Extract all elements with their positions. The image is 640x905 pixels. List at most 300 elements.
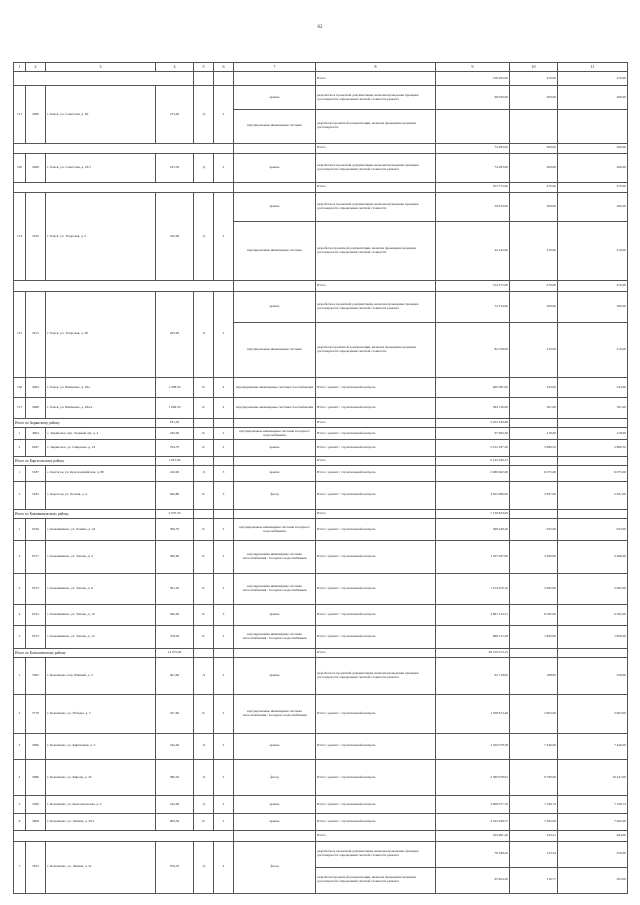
table-cell: 360,60 [156,541,194,574]
table-cell: 2968 [26,398,46,419]
table-cell: внутридомовые инженерные системы холодного водоснабжения [234,519,316,541]
table-cell: 98 956,00 [436,86,510,109]
table-cell: 2 [214,519,234,541]
table-cell: 5686 [26,759,46,795]
table-cell: г. Колпашево, ул. Ленина, д. 39/1 [46,814,156,831]
table-cell: 470,00 [510,182,558,192]
table-cell: крыша [234,291,316,322]
table-cell: 590,40 [156,605,194,626]
table-cell: 6 592,00 [558,605,628,626]
table-cell [234,456,316,465]
table-cell: К [194,428,214,440]
table-cell: г. Томск, ул. Татарская, д. 5 [46,192,156,280]
table-cell: 542,90 [156,796,194,814]
table-cell [510,456,558,465]
table-cell: г. Колпашево, ул. Комсомольская, д. 2 [46,796,156,814]
table-row [14,440,628,457]
table-cell: 97 995,36 [436,428,510,440]
table-cell: 2 [214,814,234,831]
table-cell [214,419,234,428]
table-cell: Итого [316,831,436,841]
table-cell: 4 [14,759,26,795]
header-cell: 10 [510,63,558,72]
table-cell [558,649,628,658]
table-cell: 260,00 [510,192,558,221]
table-cell: внутридомовые инженерные системы газоснабжения [234,377,316,398]
table-cell: крыша [234,733,316,759]
table-cell: крыша [234,86,316,109]
table-cell: 154 375,00 [436,281,510,291]
table-cell [234,649,316,658]
section-total-row [14,419,628,428]
table-cell: 7 [14,841,26,893]
table-cell: 3 [214,605,234,626]
table-cell: 5615 [26,841,46,893]
table-cell: разработка и проектной документации, включая проведение проверки достоверности определения сметной стоимости [316,192,436,221]
table-cell: 794,70 [156,440,194,457]
table-cell: 5666 [26,733,46,759]
table-cell: 3 [14,573,26,604]
table-cell [214,510,234,519]
table-row [14,428,628,440]
table-cell: 2 [214,192,234,280]
table-cell: 123,54 [510,841,558,867]
table-cell: 1 [14,465,26,481]
table-cell: крыша [234,796,316,814]
table-cell: 260,00 [558,86,628,109]
table-cell: Итого [316,182,436,192]
table-cell [14,143,234,153]
table-row [14,694,628,733]
table-cell: 210,00 [510,221,558,281]
table-cell: 116,77 [510,867,558,893]
table-cell: 2912 [26,291,46,377]
table-cell: 5779 [26,694,46,733]
header-cell: 8 [316,63,436,72]
table-cell: 2 586 978,91 [436,759,510,795]
table-cell: с. Каргасок, ул. Лесная, д. 4 [46,481,156,510]
table-cell: Д [194,153,214,182]
table-cell: внутридомовые инженерные системы холодного водоснабжения [234,428,316,440]
table-cell: 1 [14,428,26,440]
table-cell [558,109,628,143]
table-cell: разработка и проектной документации, включая проведение проверки достоверности определения сметной стоимости ремонта [316,291,436,322]
table-cell: 6722 [26,605,46,626]
table-cell: 2 [214,759,234,795]
table-cell: 210,00 [558,221,628,281]
table-cell: 410,00 [156,465,194,481]
table-cell [194,649,214,658]
table-cell: 6753 [26,573,46,604]
table-cell: 2069 [26,153,46,182]
table-cell: Итого / ремонт / строительный контроль [316,573,436,604]
table-cell: разработка проектной документации, включая проведение проверки достоверности определения сметной стоимости [316,323,436,378]
header-cell: 9 [436,63,510,72]
table-cell: 561,00 [558,398,628,419]
table-cell: 925,00 [510,519,558,541]
table-cell: 6 799,00 [510,759,558,795]
table-cell: с. Кожевниково, ул. Титова, д. 6 [46,573,156,604]
table-cell: Д [194,86,214,143]
table-cell: 5608 [26,814,46,831]
table-cell: разработка проектной документации, включая проведение проверки достоверности [316,109,436,143]
table-cell: 259,00 [558,841,628,867]
table-cell: К [194,377,214,398]
table-cell: 260,00 [510,86,558,109]
table-cell: внутридомовые инженерные системы теплоснабжения / холодного водоснабжения [234,573,316,604]
table-cell: К [194,573,214,604]
table-cell: 688 315,28 [436,625,510,648]
table-cell: крыша [234,465,316,481]
table-cell: 5 827,00 [558,481,628,510]
table-cell: 260,00 [510,291,558,322]
table-cell: разработка и проектной документации, включая проведение проверки достоверности определения сметной стоимости ремонта [316,153,436,182]
table-cell: 391,20 [156,573,194,604]
table-cell: с. Кожевниково, ул. Титова, д. 4 [46,541,156,574]
table-cell: 2165 [26,192,46,280]
table-cell: Итого / ремонт / строительный контроль [316,733,436,759]
table-cell: Д [194,465,214,481]
table-cell [14,831,234,841]
table-cell: 260,00 [510,153,558,182]
table-cell: 470,00 [558,281,628,291]
table-cell: 6 075,00 [558,465,628,481]
table-cell: Итого / ремонт / строительный контроль [316,605,436,626]
table-cell: крыша [234,814,316,831]
table-cell: 1 047,60 [156,456,194,465]
table-row [14,658,628,694]
table-cell [194,419,214,428]
table-cell [234,182,316,192]
table-cell: К [194,605,214,626]
table-cell: 6 075,00 [510,465,558,481]
table-cell: К [194,694,214,733]
table-cell: Итого [316,456,436,465]
table-cell: с. Каргасок, ул. Красноармейская, д. 80 [46,465,156,481]
table-cell: 1 820,00 [558,625,628,648]
table-cell: Итого / ремонт / строительный контроль [316,377,436,398]
table-row [14,625,628,648]
table-cell [14,72,194,86]
table-cell [214,456,234,465]
table-cell: 273,40 [156,86,194,143]
table-cell: 3 [214,481,234,510]
table-cell: 82 558,00 [436,323,510,378]
table-cell [194,456,214,465]
table-cell: 7 462,00 [510,814,558,831]
table-cell: 398 448,20 [436,519,510,541]
table-cell: внутридомовые инженерные системы теплоснабжения / холодного водоснабжения [234,625,316,648]
table-cell: разработка и проектной документации, включая проведение проверки достоверности определения сметной стоимости ремонта [316,658,436,694]
table-cell: 931,30 [156,419,194,428]
table-cell: г. Колпашево, ул. Победы, д. 5 [46,694,156,733]
table-cell: 103 772,00 [436,182,510,192]
table-cell: 2 903,00 [510,694,558,733]
table-cell: 2 692,00 [558,573,628,604]
table-cell: 2 [214,733,234,759]
table-cell: 205,00 [558,867,628,893]
table-cell: внутридомовые инженерные системы [234,109,316,143]
table-cell: 1 069,50 [156,398,194,419]
table-cell: 3 [14,733,26,759]
table-cell: 470,00 [558,72,628,86]
table-cell: Итого [316,649,436,658]
table-cell: с. Кожевниково, ул. Титова, д. 12 [46,625,156,648]
table-cell: 157 [14,398,26,419]
table-cell: 243,41 [510,831,558,841]
table-cell: 151 [14,86,26,143]
table-cell: 74 283,00 [436,153,510,182]
table-cell: 626,80 [156,481,194,510]
table-cell: 156 [14,377,26,398]
table-cell [194,72,214,86]
table-cell: Д [194,841,214,893]
table-cell: 156 265,00 [436,72,510,86]
table-cell: 1 208,50 [156,377,194,398]
table-cell: Итого / ремонт / строительный контроль [316,465,436,481]
table-row [14,831,628,841]
table-cell: Итого / ремонт / строительный контроль [316,541,436,574]
table-cell: 3 891 534,51 [436,605,510,626]
table-cell: 2 [14,440,26,457]
table-cell: 260,00 [558,153,628,182]
table-cell: Итого / ремонт / строительный контроль [316,694,436,733]
table-cell [558,419,628,428]
table-cell: Итого [316,143,436,153]
table-cell: 260,00 [558,143,628,153]
table-cell: 4 [214,398,234,419]
table-cell: 2 070,30 [156,510,194,519]
table-cell: 470,00 [510,281,558,291]
table-cell: Итого / ремонт / строительный контроль [316,519,436,541]
table-cell: 65 904,20 [436,867,510,893]
table-cell [558,510,628,519]
table-cell: 369,70 [156,519,194,541]
table-cell: 2 [214,573,234,604]
table-cell: 210,00 [558,323,628,378]
table-cell: 6047 [26,440,46,457]
table-cell: 2 014 187,20 [436,440,510,457]
table-cell: 7 446,00 [558,733,628,759]
table-row [14,541,628,574]
table-cell [214,649,234,658]
table-cell: 28 010 072,15 [436,649,510,658]
table-cell: 164 691,40 [436,831,510,841]
table-cell: 676,70 [156,841,194,893]
section-total-row [14,456,628,465]
table-cell: 2 [214,153,234,182]
table-cell: с. Зырянское, ул. Смирнова, д. 23 [46,440,156,457]
table-cell: 44 162,00 [436,221,510,281]
table-row [14,841,628,867]
table-cell: 378,30 [156,625,194,648]
table-cell: 345,40 [156,733,194,759]
table-cell: с. Зырянское, пер. Зеленый луг, д. 4 [46,428,156,440]
table-row [14,281,628,291]
table-cell: 5590 [26,796,46,814]
table-cell: 3 490,00 [558,541,628,574]
table-cell: Итого / ремонт / строительный контроль [316,440,436,457]
table-cell: г. Колпашево, пер. Южный, д. 3 [46,658,156,694]
table-cell: 1 165 567,00 [436,541,510,574]
table-cell: 327,60 [156,694,194,733]
table-cell: 1 798 813,49 [436,694,510,733]
table-row [14,143,628,153]
table-cell: 236,00 [156,428,194,440]
header-cell: 7 [234,63,316,72]
table-cell [510,109,558,143]
table-cell [510,510,558,519]
table-cell: 259,00 [558,658,628,694]
table-cell: 6 142 949,13 [436,456,510,465]
table-cell: 470,00 [510,72,558,86]
table-cell: 6727 [26,541,46,574]
table-cell: 2 [214,694,234,733]
table-cell: 1 820,00 [510,625,558,648]
table-cell: 2 692,00 [510,573,558,604]
table-row [14,291,628,322]
header-cell: 2 [26,63,46,72]
table-cell: внутридомовые инженерные системы газоснабжения [234,398,316,419]
table-row [14,377,628,398]
table-cell: крыша [234,192,316,221]
table-row [14,192,628,221]
table-cell: разработка проектной документации, включая проведение проверки достоверности определения сметной стоимости [316,221,436,281]
table-cell: 2 [214,440,234,457]
table-cell: 343,00 [558,377,628,398]
table-row [14,465,628,481]
table-cell: 491,60 [156,658,194,694]
table-cell [194,510,214,519]
table-cell: г. Томск, ул. Советская, д. 60 [46,86,156,143]
table-cell: 7 446,00 [510,733,558,759]
table-cell: крыша [234,440,316,457]
table-cell: Итого / ремонт / строительный контроль [316,625,436,648]
table-cell: 561,00 [510,398,558,419]
table-cell: 4604 [26,428,46,440]
table-cell: фасад [234,759,316,795]
table-cell: с. Кожевниково, ул. Ленина, д. 16 [46,519,156,541]
table-cell: 925,00 [558,519,628,541]
table-cell: 220,90 [156,192,194,280]
table-cell: 1 [14,658,26,694]
table-cell: 59 610,00 [436,192,510,221]
table-cell: внутридомовые инженерные системы [234,323,316,378]
header-cell: 4 [156,63,194,72]
table-cell: разработка и проектной документации, включая проведение проверки достоверности определения сметной стоимости ремонта [316,841,436,867]
table-cell: 2 [214,796,234,814]
table-cell: Итого / ремонт / строительный контроль [316,759,436,795]
table-cell: 263,90 [156,291,194,377]
table-cell: Итого по Колпашевскому району [14,649,156,658]
table-cell: 3 908 977,70 [436,796,510,814]
table-cell: 3 [214,465,234,481]
table-cell: Д [194,796,214,814]
table-cell: Итого [316,281,436,291]
table-cell: 2 [14,481,26,510]
table-cell: Итого [316,72,436,86]
header-cell: 11 [558,63,628,72]
table-row [14,796,628,814]
table-cell [234,72,316,86]
table-cell: 2 [214,86,234,143]
table-cell: 74 534,00 [436,291,510,322]
table-cell: г. Колпашево, ул. Кирова, д. 45 [46,759,156,795]
table-cell: 343,00 [510,377,558,398]
table-cell: 470,00 [558,182,628,192]
table-cell: 1 014 970,10 [436,573,510,604]
table-cell: 74 283,00 [436,143,510,153]
table-cell: 5185 [26,481,46,510]
table-cell: 155 [14,291,26,377]
table-cell [234,419,316,428]
table-cell: 3 490,00 [510,541,558,574]
table-row [14,733,628,759]
table-cell [234,510,316,519]
table-cell: К [194,481,214,510]
table-cell: крыша [234,153,316,182]
table-cell: г. Колпашево, ул. Кирпичная, д. 5 [46,733,156,759]
table-cell: Д [194,733,214,759]
table-cell [234,281,316,291]
table-cell: 2964 [26,377,46,398]
table-cell: 7 462,00 [558,814,628,831]
table-cell: Итого / ремонт / строительный контроль [316,398,436,419]
table-cell: Д [194,192,214,280]
table-cell: разработка и проектной документации, включая проведение проверки достоверности определения сметной стоимости ремонта [316,86,436,109]
table-cell: 2 102 236,66 [436,419,510,428]
table-cell: 2060 [26,86,46,143]
table-cell: 160 [14,153,26,182]
table-cell: 5 866,52 [510,440,558,457]
table-cell: разработка проектной документации, включая проведение проверки достоверности определения сметной стоимости ремонта [316,867,436,893]
table-cell: 4 [214,841,234,893]
table-cell: 2 [214,541,234,574]
table-cell: 5 [14,796,26,814]
table-cell: 2 166 078,58 [436,733,510,759]
table-cell: Итого по Зырянскому району [14,419,156,428]
table-cell: 6 [14,814,26,831]
table-cell: г. Томск, ул. Советская, д. 20/1 [46,153,156,182]
table-cell [510,419,558,428]
table-cell: крыша [234,658,316,694]
table-cell: 380,20 [156,759,194,795]
table-cell: 5187 [26,465,46,481]
table-cell: 6749 [26,519,46,541]
table-cell: 460 281,00 [436,377,510,398]
table-cell: Итого / ремонт / строительный контроль [316,481,436,510]
table-cell: 2 489 962,00 [436,465,510,481]
table-cell: 2 [14,694,26,733]
table-cell: внутридомовые инженерные системы теплоснабжения / холодного водоснабжения [234,541,316,574]
table-cell: Итого по Каргасокскому району [14,456,156,465]
table-cell: 609,30 [156,814,194,831]
table-cell: 6753 [26,625,46,648]
table-cell: внутридомовые инженерные системы теплоснабжения / холодного водоснабжения [234,694,316,733]
table-cell: 3 652 986,00 [436,481,510,510]
table-cell: 2 [214,658,234,694]
section-total-row [14,649,628,658]
section-total-row [14,510,628,519]
table-cell: 78 188,20 [436,841,510,867]
table-cell: 6 592,00 [510,605,558,626]
table-cell: 218,00 [558,428,628,440]
table-cell: К [194,625,214,648]
table-cell: 218,00 [510,428,558,440]
table-cell: с. Кожевниково, ул. Титова, д. 19 [46,605,156,626]
table-cell: Д [194,759,214,795]
table-cell: Итого [316,419,436,428]
